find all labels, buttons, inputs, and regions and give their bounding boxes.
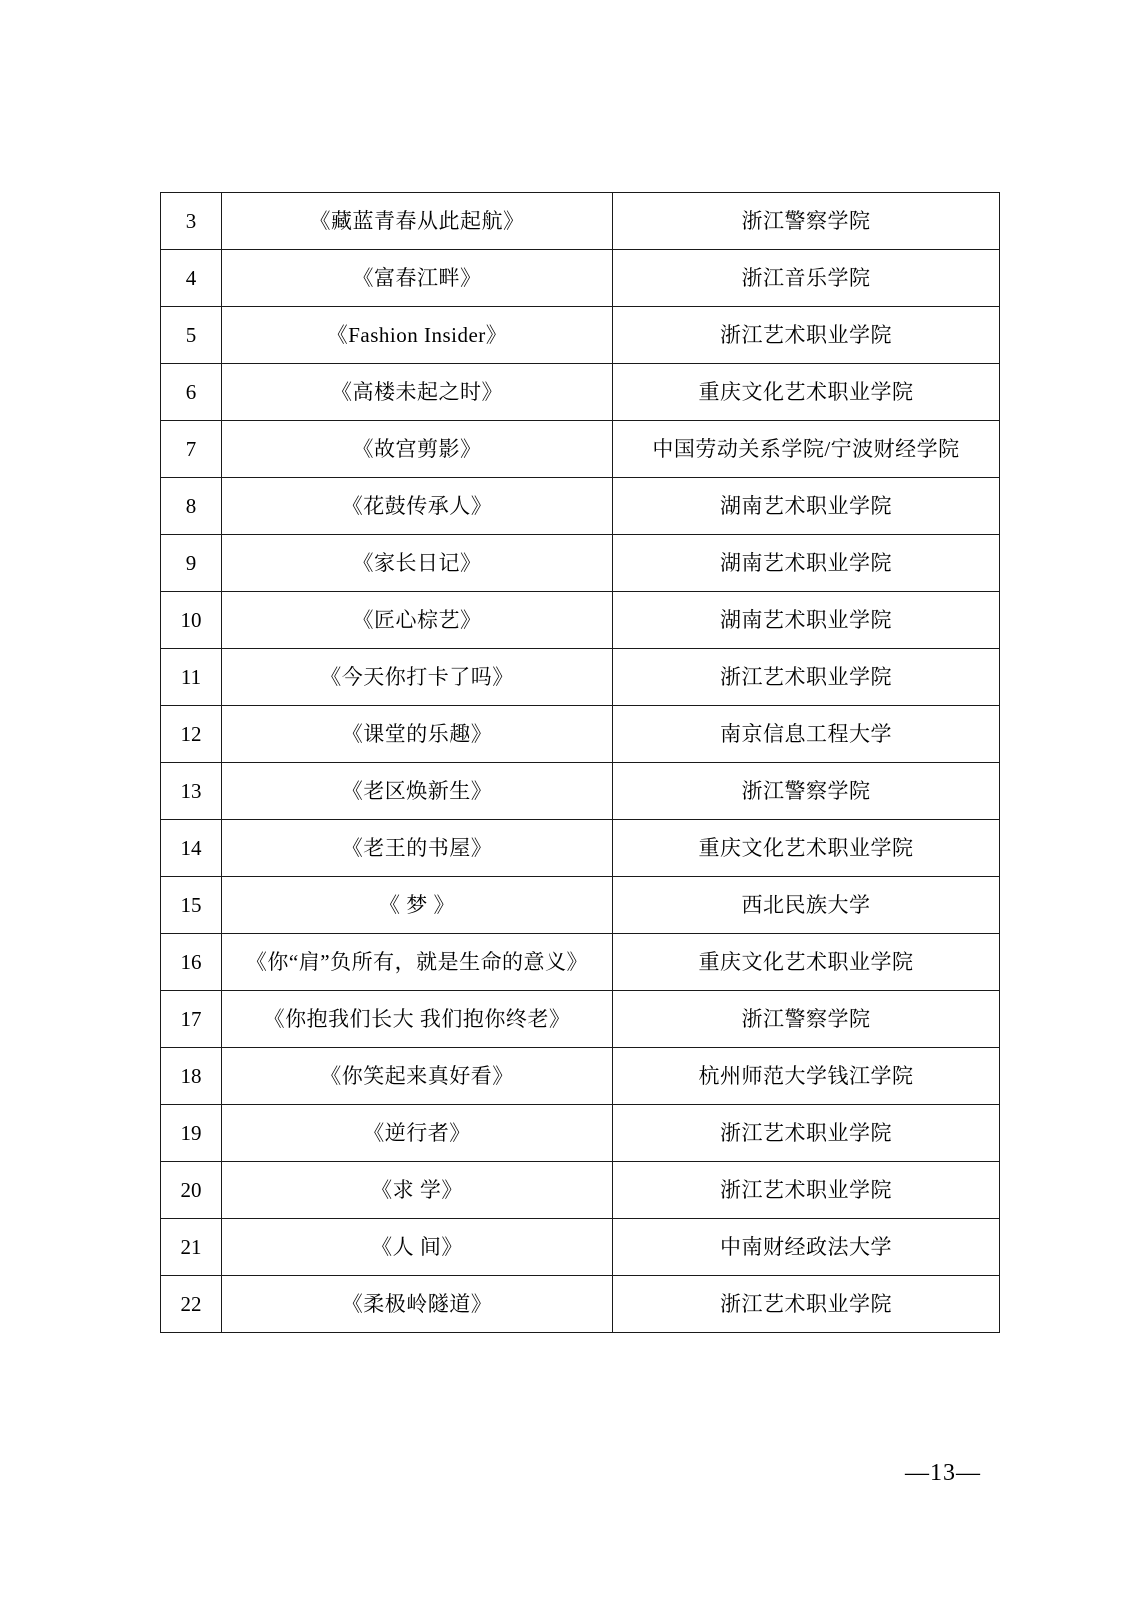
row-index: 18 (161, 1048, 222, 1105)
row-org: 西北民族大学 (613, 877, 1000, 934)
row-title: 《匠心棕艺》 (222, 592, 613, 649)
row-index: 12 (161, 706, 222, 763)
page-number: —13— (905, 1460, 981, 1486)
table-row (161, 706, 1000, 763)
row-org: 浙江艺术职业学院 (613, 1162, 1000, 1219)
table-row (161, 193, 1000, 250)
row-org: 南京信息工程大学 (613, 706, 1000, 763)
row-index: 16 (161, 934, 222, 991)
row-org: 浙江音乐学院 (613, 250, 1000, 307)
award-list-table (160, 192, 1000, 1333)
table-row (161, 1048, 1000, 1105)
row-title: 《 梦 》 (222, 877, 613, 934)
table-row (161, 478, 1000, 535)
row-title: 《人 间》 (222, 1219, 613, 1276)
row-title: 《富春江畔》 (222, 250, 613, 307)
table-row (161, 934, 1000, 991)
row-index: 9 (161, 535, 222, 592)
table-row (161, 649, 1000, 706)
table-row (161, 1105, 1000, 1162)
row-org: 中南财经政法大学 (613, 1219, 1000, 1276)
row-title: 《你笑起来真好看》 (222, 1048, 613, 1105)
row-index: 19 (161, 1105, 222, 1162)
row-index: 13 (161, 763, 222, 820)
row-title: 《Fashion Insider》 (222, 307, 613, 364)
row-index: 5 (161, 307, 222, 364)
row-title: 《今天你打卡了吗》 (222, 649, 613, 706)
table-row (161, 535, 1000, 592)
table-row (161, 1162, 1000, 1219)
row-org: 湖南艺术职业学院 (613, 535, 1000, 592)
table-row (161, 307, 1000, 364)
row-org: 湖南艺术职业学院 (613, 592, 1000, 649)
table-row (161, 763, 1000, 820)
row-title: 《课堂的乐趣》 (222, 706, 613, 763)
row-title: 《花鼓传承人》 (222, 478, 613, 535)
row-org: 湖南艺术职业学院 (613, 478, 1000, 535)
row-title: 《逆行者》 (222, 1105, 613, 1162)
row-index: 22 (161, 1276, 222, 1333)
row-org: 浙江艺术职业学院 (613, 1276, 1000, 1333)
row-org: 浙江艺术职业学院 (613, 649, 1000, 706)
row-index: 6 (161, 364, 222, 421)
row-title: 《你“肩”负所有，就是生命的意义》 (222, 934, 613, 991)
row-org: 浙江警察学院 (613, 991, 1000, 1048)
row-index: 15 (161, 877, 222, 934)
row-index: 20 (161, 1162, 222, 1219)
row-title: 《柔极岭隧道》 (222, 1276, 613, 1333)
table-row (161, 1276, 1000, 1333)
row-title: 《你抱我们长大 我们抱你终老》 (222, 991, 613, 1048)
row-org: 浙江艺术职业学院 (613, 1105, 1000, 1162)
row-title: 《老王的书屋》 (222, 820, 613, 877)
table-row (161, 877, 1000, 934)
row-index: 11 (161, 649, 222, 706)
row-title: 《高楼未起之时》 (222, 364, 613, 421)
row-index: 3 (161, 193, 222, 250)
row-org: 重庆文化艺术职业学院 (613, 820, 1000, 877)
row-org: 重庆文化艺术职业学院 (613, 934, 1000, 991)
row-index: 21 (161, 1219, 222, 1276)
row-index: 10 (161, 592, 222, 649)
row-index: 7 (161, 421, 222, 478)
row-title: 《家长日记》 (222, 535, 613, 592)
table-row (161, 364, 1000, 421)
row-index: 8 (161, 478, 222, 535)
row-org: 中国劳动关系学院/宁波财经学院 (613, 421, 1000, 478)
row-org: 浙江警察学院 (613, 763, 1000, 820)
row-org: 重庆文化艺术职业学院 (613, 364, 1000, 421)
row-org: 浙江艺术职业学院 (613, 307, 1000, 364)
table-row (161, 250, 1000, 307)
table-row (161, 991, 1000, 1048)
row-title: 《故宫剪影》 (222, 421, 613, 478)
row-org: 浙江警察学院 (613, 193, 1000, 250)
table-row (161, 592, 1000, 649)
table-body (161, 193, 1000, 1333)
table-row (161, 1219, 1000, 1276)
row-title: 《老区焕新生》 (222, 763, 613, 820)
row-index: 14 (161, 820, 222, 877)
table-row (161, 421, 1000, 478)
row-org: 杭州师范大学钱江学院 (613, 1048, 1000, 1105)
row-index: 4 (161, 250, 222, 307)
row-title: 《藏蓝青春从此起航》 (222, 193, 613, 250)
row-index: 17 (161, 991, 222, 1048)
row-title: 《求 学》 (222, 1162, 613, 1219)
table-row (161, 820, 1000, 877)
